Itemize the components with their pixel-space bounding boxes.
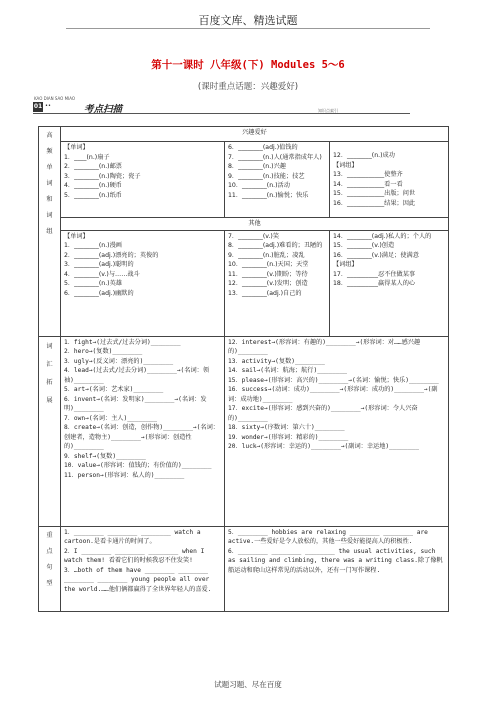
banner-note: 知识点索引	[318, 108, 338, 113]
sentences-col2: 5．________ hobbies are relaxing ________ ________ are active.一些爱好是令人放松的，其他一些爱好能提高人的积极性. 6．________ ________ ________ the usual activities, such as sailing and climbing, there was a writing class.除了像帆船运动和爬山这样常见的活动以外，还有一门写作课程.	[225, 526, 449, 611]
study-table	[38, 126, 449, 612]
topic2-col2: 7．________(v.)笑 8．________(adj.)难看的；丑陋的 9．________(n.)脏乱；凌乱 10．________(n.)天国；天堂 11．________(v.)期盼；等待 12．________(v.)发明；创造 13．________(adj.)自己的	[225, 230, 330, 336]
section-sentences: 重点句型	[39, 526, 61, 611]
derivation-col2: 12．interest→(形容词：有趣的)________→(形容词：对……感兴趣的)________ 13．activity→(复数)________ 14．sail→(名词：航海；航行)________ 15．please→(形容词：高兴的)________→(名词：愉悦；快乐)________ 16．success→(动词：成功)________→(形容词：成功的)________→(副词：成功地)________ 17．excite→(形容词：感到兴奋的)________→(形容词：令人兴奋的)________ 18．sixty→(序数词：第六十)________ 19．wonder→(形容词：精彩的)________ 20．luck→(形容词：幸运的)________→(副词：幸运地)________	[225, 336, 449, 526]
topic2-col1: 【单词】 1．________(n.)漫画 2．________(adj.)漂亮的；英俊的 3．________(adj.)聪明的 4．________(v.)与……战斗 5．________(n.)英雄 6．________(adj.)幽默的	[61, 230, 225, 336]
topic1-col2: 6．________(adj.)值钱的 7．________(n.)人(通常指成年人) 8．________(n.)兴趣 9．________(n.)技能；技艺 10．________(n.)活动 11．________(n.)愉悦；快乐	[225, 142, 330, 218]
sentences-col1: 1．________ ________ ________ watch a cartoon.是看卡通片的时间了。 2．I ________ ________ ________ when I watch them! 看着它们的时候我忍不住发笑! 3．…both of them have ________ ________ ________ ________ young people all over the world.……他们俩都赢得了全世界年轻人的喜爱.	[61, 526, 225, 611]
lesson-title: 第十一课时 八年级(下) Modules 5～6	[151, 59, 345, 71]
topic1-col3: 12．________(n.)成功 【词组】 13．____________使整齐 14．____________看一看 15．____________出版；问世 16．____________结果；因此	[330, 142, 449, 218]
header-divider	[66, 28, 430, 29]
topic1-title: 兴趣爱好	[61, 127, 449, 142]
section-derivation: 词汇拓展	[39, 336, 61, 526]
lesson-subtitle: (课时重点话题：兴趣爱好)	[197, 82, 299, 92]
banner-pinyin: KAO DIAN SAO MIAO	[34, 96, 76, 101]
banner-label: 考点扫描	[84, 104, 123, 115]
page-header: 百度文库、精选试题	[198, 14, 298, 27]
topic2-title: 其他	[61, 218, 449, 231]
topic2-col3: 14．________(adj.)私人的；个人的 15．________(v.)创造 16．________(v.)满足；使满意 【词组】 17．__________忍不住做某事 18．__________赢得某人的心	[330, 230, 449, 336]
topic1-col1: 【单词】 1．____(n.)扇子 2．________(n.)邮票 3．________(n.)陶瓷；瓷子 4．________(n.)硬币 5．________(n.)纸币	[61, 142, 225, 218]
banner-dots: ••	[45, 103, 51, 109]
banner-number: 01	[33, 103, 43, 110]
derivation-col1: 1．fight→(过去式/过去分词)________ 2．hero→(复数)________ 3．ugly→(反义词：漂亮的)________ 4．lead→(过去式/过去分词)________→(名词：领袖)________ 5．art→(名词：艺术家)________ 6．invent→(名词：发明家)________→(名词：发明)________ 7．own→(名词：主人)________ 8．create→(名词：创造，创作物)________→(名词：创建者，造物主)________→(形容词：创造性的)________ 9．shelf→(复数)________ 10．value→(形容词：值钱的；有价值的)________ 11．person→(形容词：私人的)________	[61, 336, 225, 526]
banner-divider	[33, 113, 410, 114]
section-vocab: 高频单词和词组	[39, 127, 61, 337]
page-footer: 试题习题、尽在百度	[214, 680, 282, 689]
